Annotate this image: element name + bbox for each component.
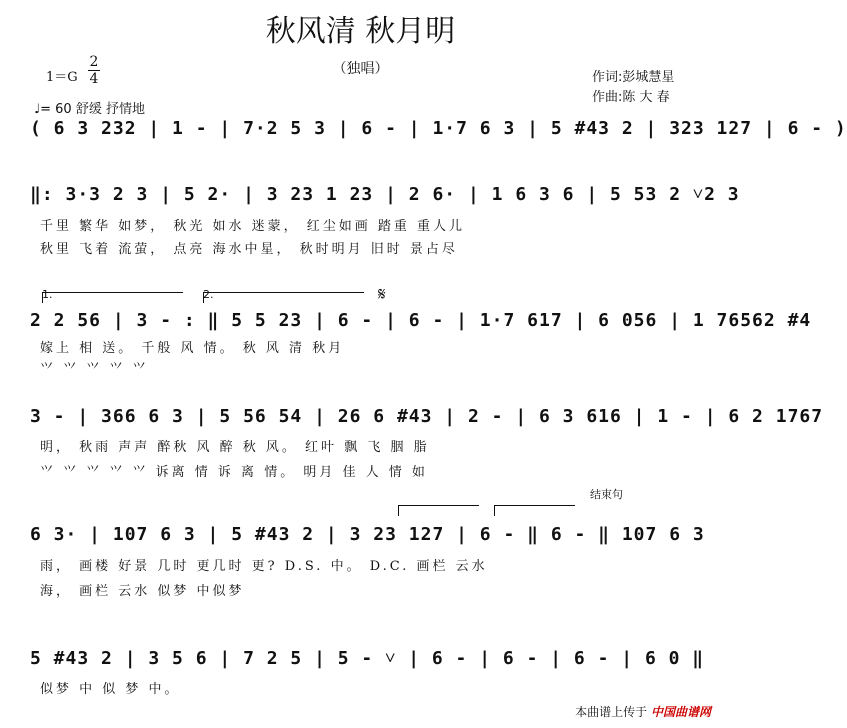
lyricist: 作词:彭城慧星 <box>592 70 675 85</box>
volta-2-bracket <box>203 292 364 303</box>
staff-line-5: 6 3· | 107 6 3 | 5 #43 2 | 3 23 127 | 6 - ‖ 6 - ‖ 107 6 3 <box>30 524 705 545</box>
time-numerator: 2 <box>89 54 99 70</box>
staff-line-6: 5 #43 2 | 3 5 6 | 7 2 5 | 5 - ˅ | 6 - | 6 - | 6 - | 6 0 ‖ <box>30 648 705 669</box>
key-signature: 1＝G <box>46 70 78 85</box>
ending-bracket-1 <box>398 505 479 516</box>
staff-line-4: 3 - | 366 6 3 | 5 56 54 | 26 6 #43 | 2 - | 6 3 616 | 1 - | 6 2 1767 <box>30 406 824 427</box>
footer-prefix: 本曲谱上传于 <box>575 705 648 719</box>
volta-1-bracket <box>42 292 183 303</box>
time-signature <box>88 55 100 86</box>
lyric-line-2a: 千里 繁华 如梦， 秋光 如水 迷蒙， 红尘如画 踏重 重人儿 <box>40 219 466 234</box>
volta-1: 1. <box>42 288 53 301</box>
staff-line-2: ‖: 3·3 2 3 | 5 2· | 3 23 1 23 | 2 6· | 1 6 3 6 | 5 53 2 ˅2 3 <box>30 184 740 205</box>
lyric-line-4b: ⺍ ⺍ ⺍ ⺍ ⺍ 诉离 情 诉 离 情。 明月 佳 人 情 如 <box>40 465 428 480</box>
footer-watermark <box>575 703 711 720</box>
composer: 作曲:陈 大 春 <box>592 90 670 105</box>
lyric-line-3b: ⺍ ⺍ ⺍ ⺍ ⺍ <box>40 362 149 377</box>
lyric-line-5a: 雨， 画楼 好景 几时 更几时 更? D.S. 中。 D.C. 画栏 云水 <box>40 559 488 574</box>
subtitle: （独唱） <box>332 61 389 77</box>
lyric-line-5b: 海， 画栏 云水 似梦 中似梦 <box>40 584 245 599</box>
lyric-line-6a: 似梦 中 似 梦 中。 <box>40 682 181 697</box>
page-title: 秋风清 秋月明 <box>265 14 456 49</box>
segno-icon: 𝄋 <box>378 284 386 305</box>
footer-site-logo: 中国曲谱网 <box>650 705 711 719</box>
ending-bracket-2 <box>494 505 575 516</box>
staff-line-3: 2 2 56 | 3 - : ‖ 5 5 23 | 6 - | 6 - | 1·7 617 | 6 056 | 1 76562 #4 <box>30 310 812 331</box>
time-denominator: 4 <box>89 71 99 87</box>
lyric-line-3a: 嫁上 相 送。 千般 风 情。 秋 风 清 秋月 <box>40 341 345 356</box>
lyric-line-4a: 明， 秋雨 声声 醉秋 风 醉 秋 风。 红叶 飘 飞 胭 脂 <box>40 440 430 455</box>
tempo-marking: ♩= 60 舒缓 抒情地 <box>34 102 145 117</box>
lyric-line-2b: 秋里 飞着 流萤， 点亮 海水中星， 秋时明月 旧时 景占尽 <box>40 242 458 257</box>
staff-line-1: ( 6 3 232 | 1 - | 7·2 5 3 | 6 - | 1·7 6 3 | 5 #43 2 | 323 127 | 6 - ) <box>30 118 847 139</box>
coda-label: 结束句 <box>590 488 623 501</box>
volta-2: 2. <box>203 288 214 301</box>
